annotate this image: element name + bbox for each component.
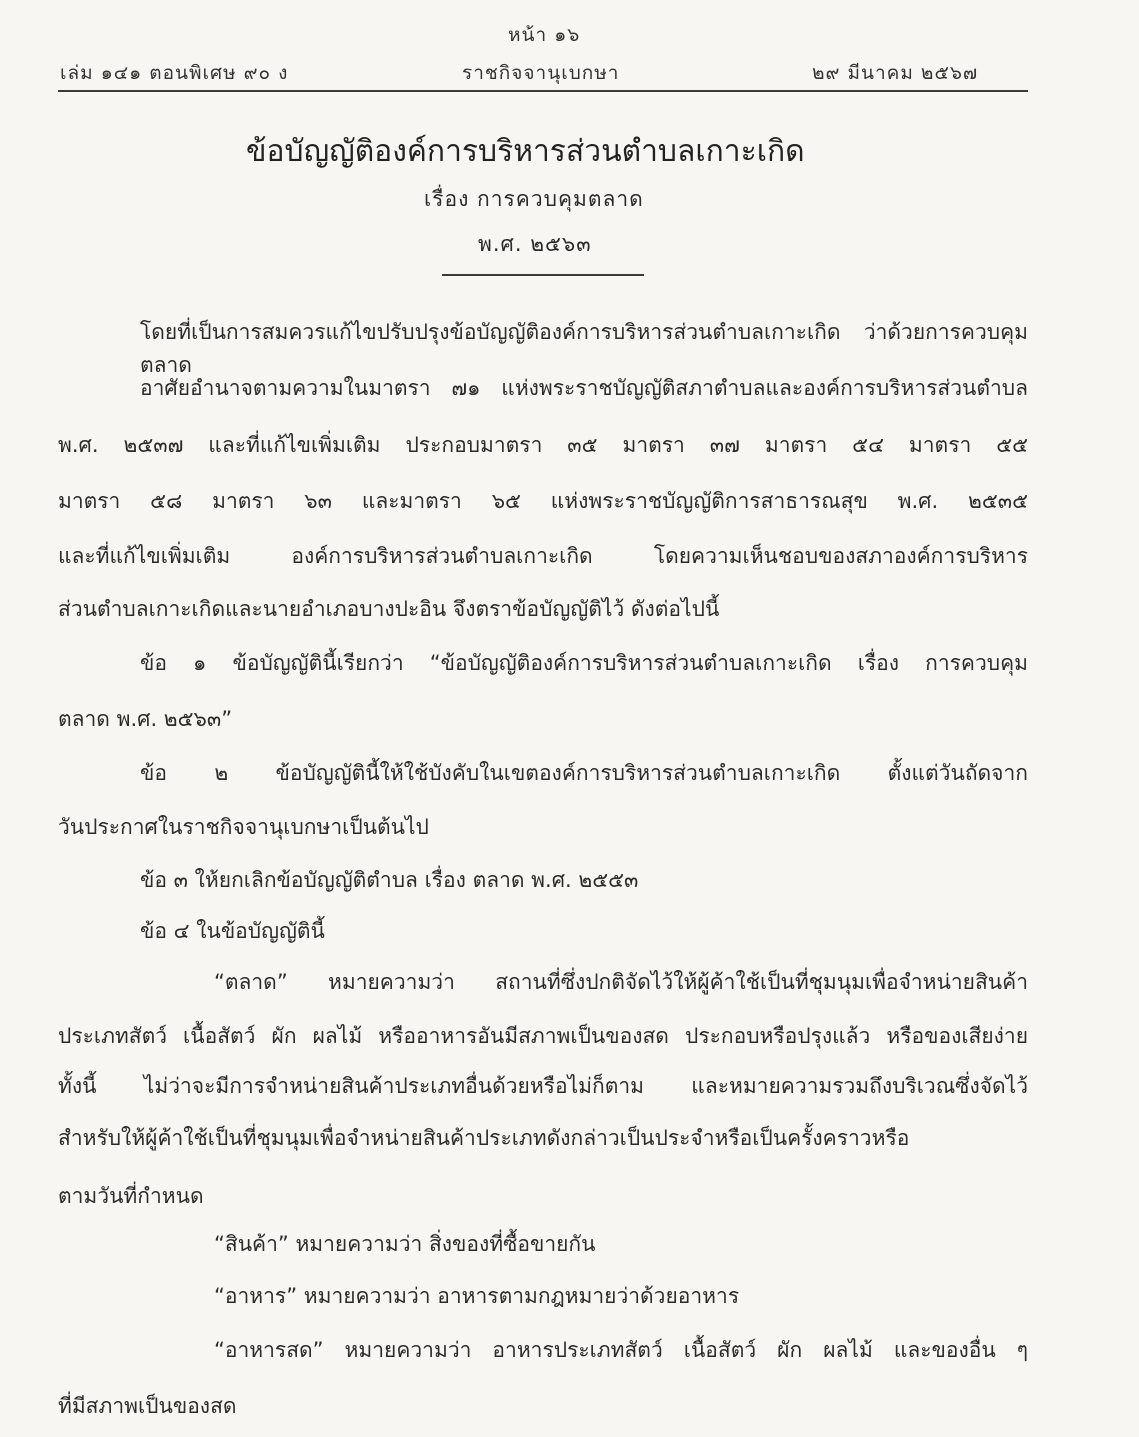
clause-3: ข้อ ๓ ให้ยกเลิกข้อบัญญัติตำบล เรื่อง ตลาด พ.ศ. ๒๕๕๓ (140, 868, 639, 892)
body-line: ทั้งนี้ ไม่ว่าจะมีการจำหน่ายสินค้าประเภทอื่นด้วยหรือไม่ก็ตาม และหมายความรวมถึงบริเวณซึ่งจัดไว้ (58, 1074, 1028, 1098)
clause-1: ข้อ ๑ ข้อบัญญัตินี้เรียกว่า “ข้อบัญญัติองค์การบริหารส่วนตำบลเกาะเกิด เรื่อง การควบคุม (140, 651, 1028, 675)
body-line: พ.ศ. ๒๕๓๗ และที่แก้ไขเพิ่มเติม ประกอบมาตรา ๓๕ มาตรา ๓๗ มาตรา ๕๔ มาตรา ๕๕ (58, 433, 1028, 457)
volume-info: เล่ม ๑๔๑ ตอนพิเศษ ๙๐ ง (60, 62, 289, 84)
gazette-name: ราชกิจจานุเบกษา (462, 62, 620, 84)
body-line: ที่มีสภาพเป็นของสด (58, 1394, 237, 1418)
document-subject: เรื่อง การควบคุมตลาด (424, 187, 644, 211)
body-line: สำหรับให้ผู้ค้าใช้เป็นที่ชุมนุมเพื่อจำหน่ายสินค้าประเภทดังกล่าวเป็นประจำหรือเป็นครั้งคราวหรือ (58, 1126, 910, 1150)
clause-4: ข้อ ๔ ในข้อบัญญัตินี้ (140, 919, 325, 943)
body-line: ส่วนตำบลเกาะเกิดและนายอำเภอบางปะอิน จึงตราข้อบัญญัติไว้ ดังต่อไปนี้ (58, 597, 720, 621)
body-line: วันประกาศในราชกิจจานุเบกษาเป็นต้นไป (58, 815, 429, 839)
document-year: พ.ศ. ๒๕๖๓ (478, 232, 592, 256)
document-title: ข้อบัญญัติองค์การบริหารส่วนตำบลเกาะเกิด (246, 134, 805, 169)
page-number: หน้า ๑๖ (508, 24, 581, 46)
body-line: ตามวันที่กำหนด (58, 1184, 204, 1208)
definition-market: “ตลาด” หมายความว่า สถานที่ซึ่งปกติจัดไว้ให้ผู้ค้าใช้เป็นที่ชุมนุมเพื่อจำหน่ายสินค้า (214, 970, 1028, 994)
title-underline (442, 274, 644, 276)
body-line: มาตรา ๕๘ มาตรา ๖๓ และมาตรา ๖๕ แห่งพระราชบัญญัติการสาธารณสุข พ.ศ. ๒๕๓๕ (58, 489, 1028, 513)
body-line: ตลาด พ.ศ. ๒๕๖๓” (58, 707, 233, 731)
definition-fresh-food: “อาหารสด” หมายความว่า อาหารประเภทสัตว์ เนื้อสัตว์ ผัก ผลไม้ และของอื่น ๆ (214, 1338, 1028, 1362)
body-line: ประเภทสัตว์ เนื้อสัตว์ ผัก ผลไม้ หรืออาหารอันมีสภาพเป็นของสด ประกอบหรือปรุงแล้ว หรือของเสียง่าย (58, 1024, 1028, 1048)
body-line: โดยที่เป็นการสมควรแก้ไขปรับปรุงข้อบัญญัติองค์การบริหารส่วนตำบลเกาะเกิด ว่าด้วยการควบคุมตลาด (140, 320, 1028, 377)
definition-food: “อาหาร” หมายความว่า อาหารตามกฎหมายว่าด้วยอาหาร (214, 1284, 740, 1308)
header-rule (58, 90, 1028, 92)
body-line: และที่แก้ไขเพิ่มเติม องค์การบริหารส่วนตำบลเกาะเกิด โดยความเห็นชอบของสภาองค์การบริหาร (58, 544, 1028, 568)
publication-date: ๒๙ มีนาคม ๒๕๖๗ (812, 62, 979, 84)
clause-2: ข้อ ๒ ข้อบัญญัตินี้ให้ใช้บังคับในเขตองค์การบริหารส่วนตำบลเกาะเกิด ตั้งแต่วันถัดจาก (140, 761, 1028, 785)
definition-goods: “สินค้า” หมายความว่า สิ่งของที่ซื้อขายกัน (214, 1232, 596, 1256)
body-line: อาศัยอำนาจตามความในมาตรา ๗๑ แห่งพระราชบัญญัติสภาตำบลและองค์การบริหารส่วนตำบล (140, 376, 1028, 400)
